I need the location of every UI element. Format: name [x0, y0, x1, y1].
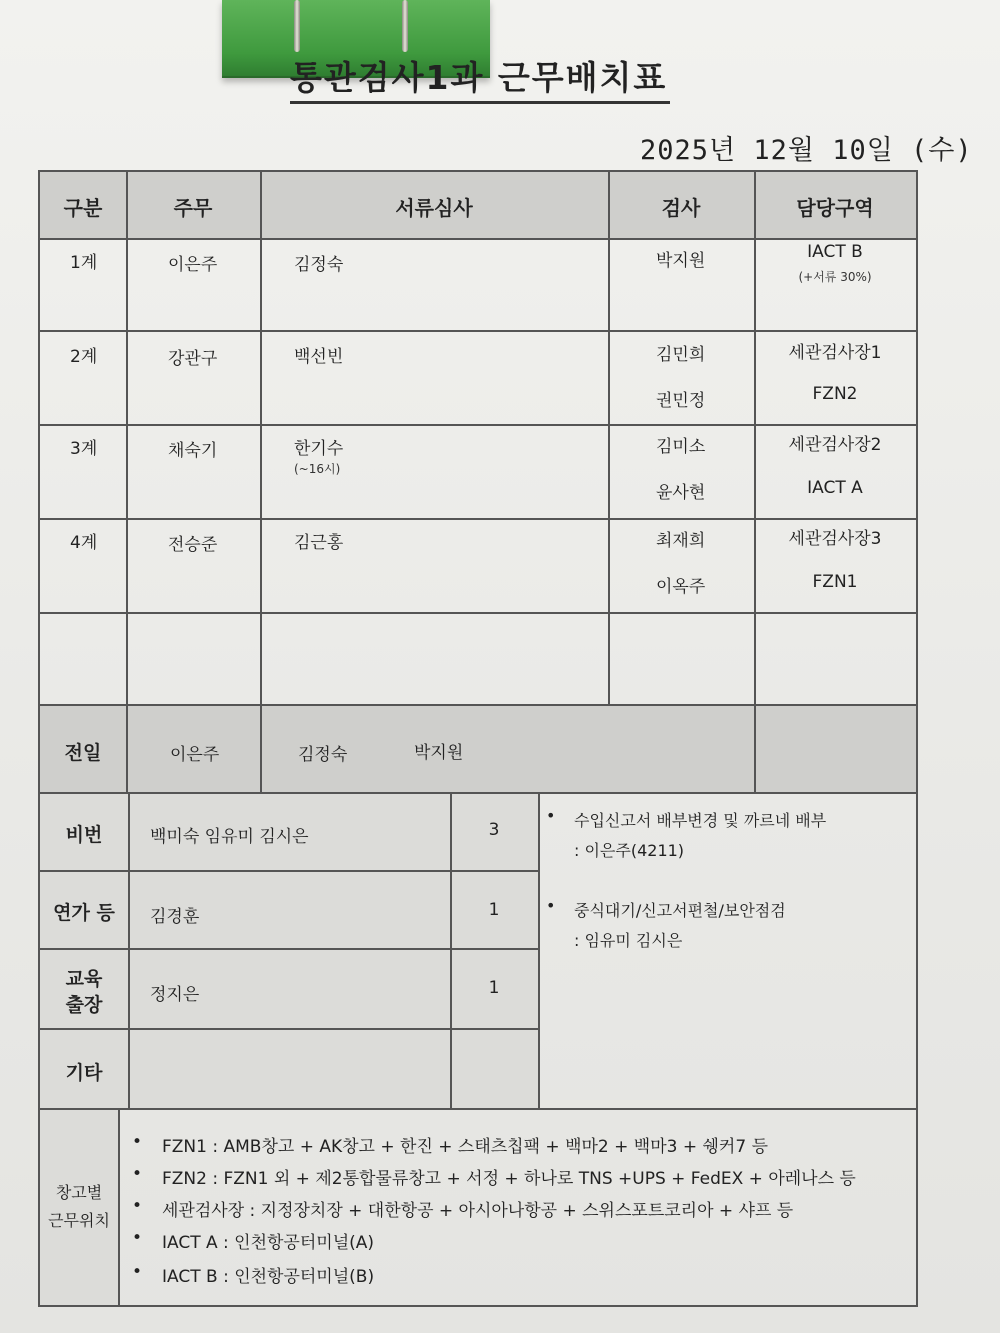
row3-group: 3계: [70, 439, 98, 459]
col-header-lead: 주무: [173, 196, 213, 220]
warehouse-item-2: FZN2 : FZN1 외 + 제2통합물류창고 + 서정 + 하나로 TNS +UPS + FedEX + 아레나스 등: [162, 1169, 856, 1189]
row3-lead: 채숙기: [168, 441, 218, 461]
status-training-names: 정지은: [150, 985, 200, 1005]
page-title: 통관검사1과 근무배치표: [290, 52, 670, 104]
row1-group: 1계: [70, 253, 98, 273]
row2-zone-1: 세관검사장1: [788, 343, 882, 363]
warehouse-item-4: IACT A : 인천항공터미널(A): [162, 1233, 375, 1253]
warehouse-label-2: 근무위치: [48, 1211, 110, 1230]
status-leave-label: 연가 등: [53, 902, 115, 924]
row3-inspector-2: 윤사현: [656, 483, 706, 503]
note-2-line2: : 임유미 김시은: [574, 931, 683, 950]
warehouse-item-5-bullet: •: [132, 1262, 143, 1282]
status-off-duty-label: 비번: [65, 824, 103, 846]
row1-zone-note: (+서류 30%): [798, 270, 872, 284]
row4-zone-2: FZN1: [812, 572, 858, 592]
clip-wire-left: [294, 0, 300, 52]
row3-zone-2: IACT A: [807, 478, 863, 498]
row1-doc-review: 김정숙: [294, 255, 344, 275]
row4-group: 4계: [70, 533, 98, 553]
schedule-sheet: [38, 170, 918, 1307]
prev-day-doc-review: 김정숙: [298, 745, 348, 765]
row1-lead: 이은주: [168, 255, 218, 275]
col-header-doc-review: 서류심사: [395, 196, 473, 220]
row2-inspector-1: 김민희: [656, 345, 706, 365]
status-training-count: 1: [488, 978, 500, 998]
prev-day-label: 전일: [64, 742, 102, 764]
status-off-duty-count: 3: [488, 820, 500, 840]
row1-zone-1: IACT B: [807, 242, 863, 262]
note-2-line1: 중식대기/신고서편철/보안점검: [574, 901, 786, 920]
status-off-duty-names: 백미숙 임유미 김시은: [150, 827, 309, 847]
note-1-bullet: •: [546, 806, 556, 825]
col-header-group: 구분: [63, 196, 103, 220]
status-leave-names: 김경훈: [150, 907, 200, 927]
note-2-bullet: •: [546, 896, 556, 915]
warehouse-label-shade: [40, 1108, 118, 1305]
status-training-label-2: 출장: [65, 994, 103, 1016]
row2-zone-2: FZN2: [812, 384, 858, 404]
prev-day-lead: 이은주: [170, 745, 220, 765]
warehouse-item-1: FZN1 : AMB창고 + AK창고 + 한진 + 스태츠칩팩 + 백마2 + 백마3 + 쉥커7 등: [162, 1137, 768, 1157]
row4-zone-1: 세관검사장3: [788, 529, 882, 549]
prev-day-inspector: 박지원: [414, 743, 464, 763]
warehouse-item-3-bullet: •: [132, 1196, 143, 1216]
status-training-label-1: 교육: [65, 968, 103, 990]
col-header-zone: 담당구역: [796, 196, 874, 220]
row4-inspector-2: 이옥주: [656, 577, 706, 597]
row2-lead: 강관구: [168, 349, 218, 369]
status-leave-count: 1: [488, 900, 500, 920]
row2-group: 2계: [70, 347, 98, 367]
note-1-line2: : 이은주(4211): [574, 841, 685, 860]
warehouse-item-1-bullet: •: [132, 1132, 143, 1152]
row4-inspector-1: 최재희: [656, 531, 706, 551]
row4-lead: 전승준: [168, 535, 218, 555]
row2-doc-review: 백선빈: [294, 347, 344, 367]
row3-zone-1: 세관검사장2: [788, 435, 882, 455]
status-other-label: 기타: [65, 1062, 103, 1084]
row3-doc-review: 한기수: [294, 439, 344, 459]
note-1-line1: 수입신고서 배부변경 및 까르네 배부: [574, 811, 827, 830]
row3-doc-note: (~16시): [294, 462, 341, 476]
warehouse-item-3: 세관검사장 : 지정장치장 + 대한항공 + 아시아나항공 + 스위스포트코리아 + 샤프 등: [162, 1201, 794, 1221]
warehouse-label-1: 창고별: [55, 1183, 103, 1202]
warehouse-item-5: IACT B : 인천항공터미널(B): [162, 1267, 375, 1287]
warehouse-item-4-bullet: •: [132, 1228, 143, 1248]
row3-inspector-1: 김미소: [656, 437, 706, 457]
col-header-inspection: 검사: [661, 196, 701, 220]
row4-doc-review: 김근홍: [294, 533, 344, 553]
clip-wire-right: [402, 0, 408, 52]
row2-inspector-2: 권민정: [656, 391, 706, 411]
row1-inspector-1: 박지원: [656, 251, 706, 271]
schedule-date: 2025년 12월 10일 (수): [640, 135, 973, 166]
warehouse-item-2-bullet: •: [132, 1164, 143, 1184]
